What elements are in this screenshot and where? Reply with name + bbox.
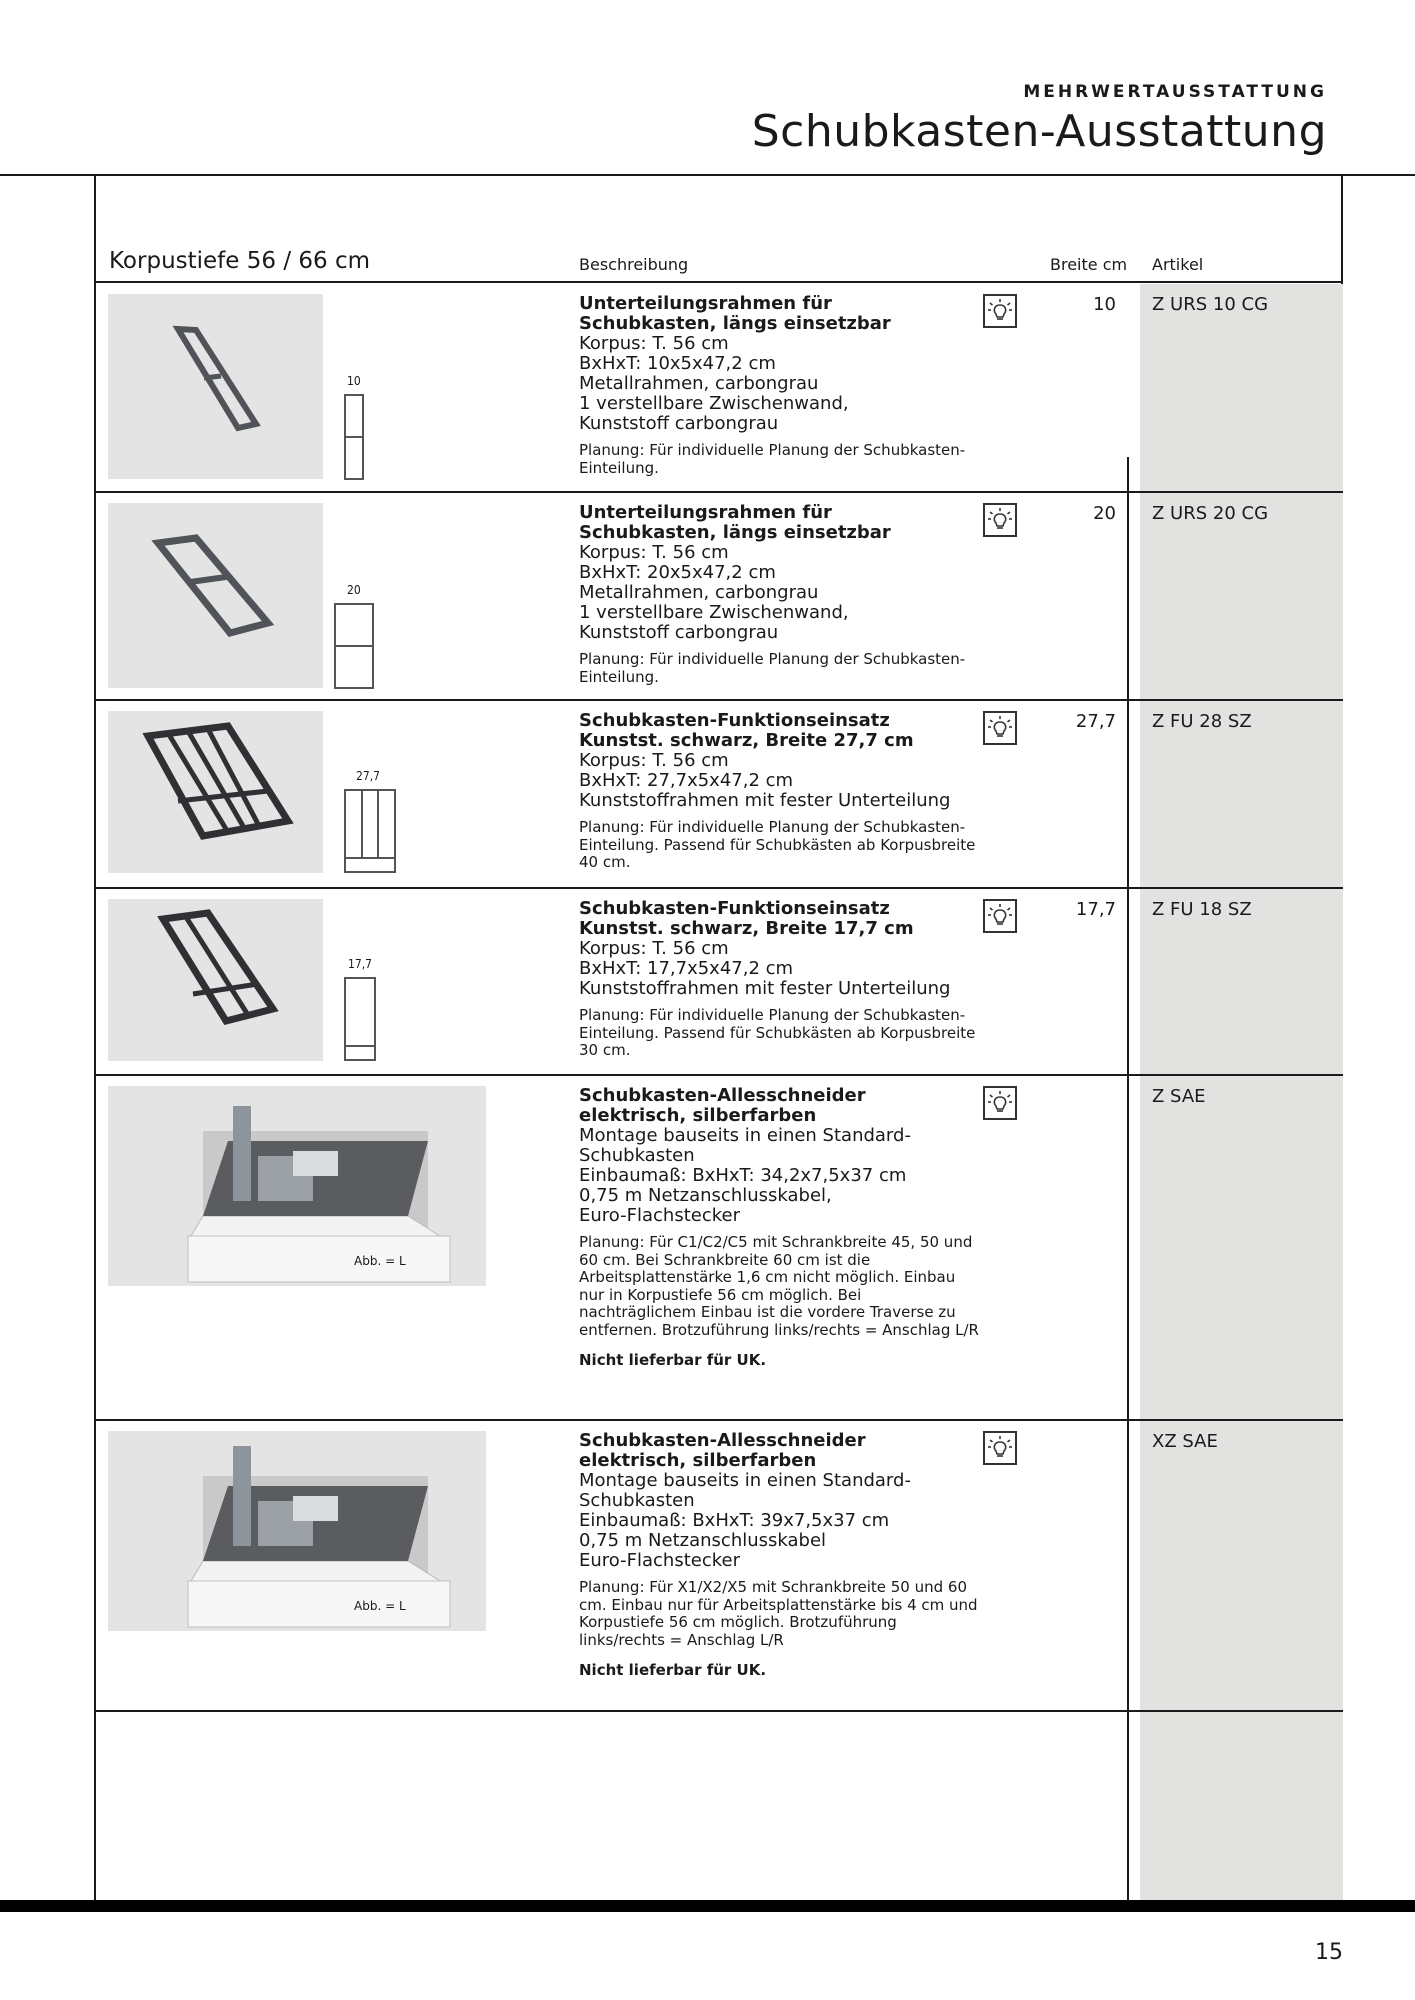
planning-note: Planung: Für individuelle Planung der Schubkasten-Einteilung. xyxy=(579,441,966,477)
product-schematic xyxy=(344,977,376,1061)
product-title: Kunstst. schwarz, Breite 17,7 cm xyxy=(579,918,914,939)
spec-line: Montage bauseits in einen Standard- xyxy=(579,1470,911,1491)
spec-line: Korpus: T. 56 cm xyxy=(579,750,729,771)
description xyxy=(579,1086,979,1369)
product-title: Unterteilungsrahmen für xyxy=(579,293,832,314)
table-row xyxy=(94,491,1343,699)
bottom-bar xyxy=(0,1900,1415,1912)
spec-line: Schubkasten xyxy=(579,1145,695,1166)
product-title: Schubkasten, längs einsetzbar xyxy=(579,313,891,334)
spec-line: Euro-Flachstecker xyxy=(579,1550,740,1571)
schematic-width-label: 27,7 xyxy=(356,769,381,783)
planning-note: Planung: Für X1/X2/X5 mit Schrankbreite 50 und 60 cm. Einbau nur für Arbeitsplattenstärke bis 4 cm und Korpustiefe 56 cm möglich. Brotzuführung links/rechts = Anschlag L/R xyxy=(579,1578,978,1649)
lightbulb-icon xyxy=(983,711,1017,745)
spec-line: BxHxT: 20x5x47,2 cm xyxy=(579,562,776,583)
product-title: Schubkasten-Funktionseinsatz xyxy=(579,898,890,919)
spec-line: Korpus: T. 56 cm xyxy=(579,938,729,959)
spec-line: Korpus: T. 56 cm xyxy=(579,333,729,354)
spec-line: Korpus: T. 56 cm xyxy=(579,542,729,563)
description xyxy=(579,1431,979,1679)
schematic-width-label: 10 xyxy=(347,374,361,388)
planning-note: Planung: Für individuelle Planung der Schubkasten-Einteilung. xyxy=(579,650,966,686)
lightbulb-icon xyxy=(983,899,1017,933)
spec-line: Montage bauseits in einen Standard- xyxy=(579,1125,911,1146)
artikel-number: Z FU 18 SZ xyxy=(1152,899,1252,920)
spec-line: Metallrahmen, carbongrau xyxy=(579,373,819,394)
spec-line: 0,75 m Netzanschlusskabel xyxy=(579,1530,827,1551)
artikel-number: Z SAE xyxy=(1152,1086,1206,1107)
lightbulb-icon xyxy=(983,294,1017,328)
product-title: Kunstst. schwarz, Breite 27,7 cm xyxy=(579,730,914,751)
product-schematic xyxy=(344,394,364,480)
figure-caption: Abb. = L xyxy=(354,1599,406,1613)
spec-line: Euro-Flachstecker xyxy=(579,1205,740,1226)
product-title: Schubkasten, längs einsetzbar xyxy=(579,522,891,543)
artikel-cell-bg xyxy=(1140,284,1343,491)
product-photo xyxy=(108,503,323,688)
table-row xyxy=(94,1419,1343,1710)
spec-line: Einbaumaß: BxHxT: 39x7,5x37 cm xyxy=(579,1510,890,1531)
breite-value: 27,7 xyxy=(1075,711,1116,732)
product-title: Schubkasten-Allesschneider xyxy=(579,1430,866,1451)
planning-note: Planung: Für individuelle Planung der Schubkasten-Einteilung. Passend für Schubkästen ab Korpusbreite 30 cm. xyxy=(579,1006,976,1059)
description xyxy=(579,503,979,686)
table-row xyxy=(94,1074,1343,1419)
availability-note: Nicht lieferbar für UK. xyxy=(579,1351,767,1369)
product-schematic xyxy=(344,789,396,873)
spec-line: 1 verstellbare Zwischenwand, xyxy=(579,393,849,414)
product-photo xyxy=(108,899,323,1061)
spec-line: Kunststoff carbongrau xyxy=(579,413,779,434)
column-header-beschreibung: Beschreibung xyxy=(579,255,689,274)
product-title: Unterteilungsrahmen für xyxy=(579,502,832,523)
product-title: elektrisch, silberfarben xyxy=(579,1450,817,1471)
page-kicker: MEHRWERTAUSSTATTUNG xyxy=(1023,82,1327,102)
artikel-number: Z FU 28 SZ xyxy=(1152,711,1252,732)
planning-note: Planung: Für C1/C2/C5 mit Schrankbreite 45, 50 und 60 cm. Bei Schrankbreite 60 cm ist die Arbeitsplattenstärke 1,6 cm nicht möglich. Einbau nur in Korpustiefe 56 cm möglich. Bei nachträglichem Einbau ist die vordere Traverse zu entfernen. Brotzuführung links/rechts = Anschlag L/R xyxy=(579,1233,979,1339)
product-photo xyxy=(108,1086,486,1286)
product-schematic xyxy=(334,603,374,689)
artikel-number: Z URS 10 CG xyxy=(1152,294,1269,315)
artikel-number: Z URS 20 CG xyxy=(1152,503,1269,524)
column-header-artikel: Artikel xyxy=(1152,255,1204,274)
product-photo xyxy=(108,294,323,479)
planning-note: Planung: Für individuelle Planung der Schubkasten-Einteilung. Passend für Schubkästen ab Korpusbreite 40 cm. xyxy=(579,818,976,871)
product-title: Schubkasten-Funktionseinsatz xyxy=(579,710,890,731)
spec-line: Kunststoff carbongrau xyxy=(579,622,779,643)
description xyxy=(579,294,979,477)
page-number: 15 xyxy=(1315,1940,1343,1965)
availability-note: Nicht lieferbar für UK. xyxy=(579,1661,767,1679)
lightbulb-icon xyxy=(983,1086,1017,1120)
product-photo xyxy=(108,1431,486,1631)
product-title: Schubkasten-Allesschneider xyxy=(579,1085,866,1106)
section-label: Korpustiefe 56 / 66 cm xyxy=(109,248,371,274)
product-title: elektrisch, silberfarben xyxy=(579,1105,817,1126)
artikel-number: XZ SAE xyxy=(1152,1431,1218,1452)
table-row-empty xyxy=(94,1710,1343,1900)
artikel-cell-bg xyxy=(1140,1076,1343,1419)
artikel-cell-bg xyxy=(1140,1712,1343,1900)
schematic-width-label: 17,7 xyxy=(348,957,373,971)
spec-line: Metallrahmen, carbongrau xyxy=(579,582,819,603)
table-row xyxy=(94,887,1343,1074)
breite-value: 20 xyxy=(1093,503,1116,524)
spec-line: Kunststoffrahmen mit fester Unterteilung xyxy=(579,790,951,811)
product-photo xyxy=(108,711,323,873)
schematic-width-label: 20 xyxy=(347,583,361,597)
page-title: Schubkasten-Ausstattung xyxy=(751,106,1327,157)
spec-line: BxHxT: 10x5x47,2 cm xyxy=(579,353,776,374)
lightbulb-icon xyxy=(983,1431,1017,1465)
spec-line: BxHxT: 17,7x5x47,2 cm xyxy=(579,958,794,979)
spec-line: 1 verstellbare Zwischenwand, xyxy=(579,602,849,623)
spec-line: Kunststoffrahmen mit fester Unterteilung xyxy=(579,978,951,999)
artikel-cell-bg xyxy=(1140,1421,1343,1710)
spec-line: BxHxT: 27,7x5x47,2 cm xyxy=(579,770,794,791)
spec-line: Schubkasten xyxy=(579,1490,695,1511)
breite-value: 10 xyxy=(1093,294,1116,315)
table-row xyxy=(94,699,1343,887)
description xyxy=(579,899,979,1060)
table-row xyxy=(94,282,1343,491)
spec-line: 0,75 m Netzanschlusskabel, xyxy=(579,1185,832,1206)
spec-line: Einbaumaß: BxHxT: 34,2x7,5x37 cm xyxy=(579,1165,907,1186)
figure-caption: Abb. = L xyxy=(354,1254,406,1268)
breite-value: 17,7 xyxy=(1075,899,1116,920)
lightbulb-icon xyxy=(983,503,1017,537)
column-header-breite: Breite cm xyxy=(1050,255,1128,274)
description xyxy=(579,711,979,872)
